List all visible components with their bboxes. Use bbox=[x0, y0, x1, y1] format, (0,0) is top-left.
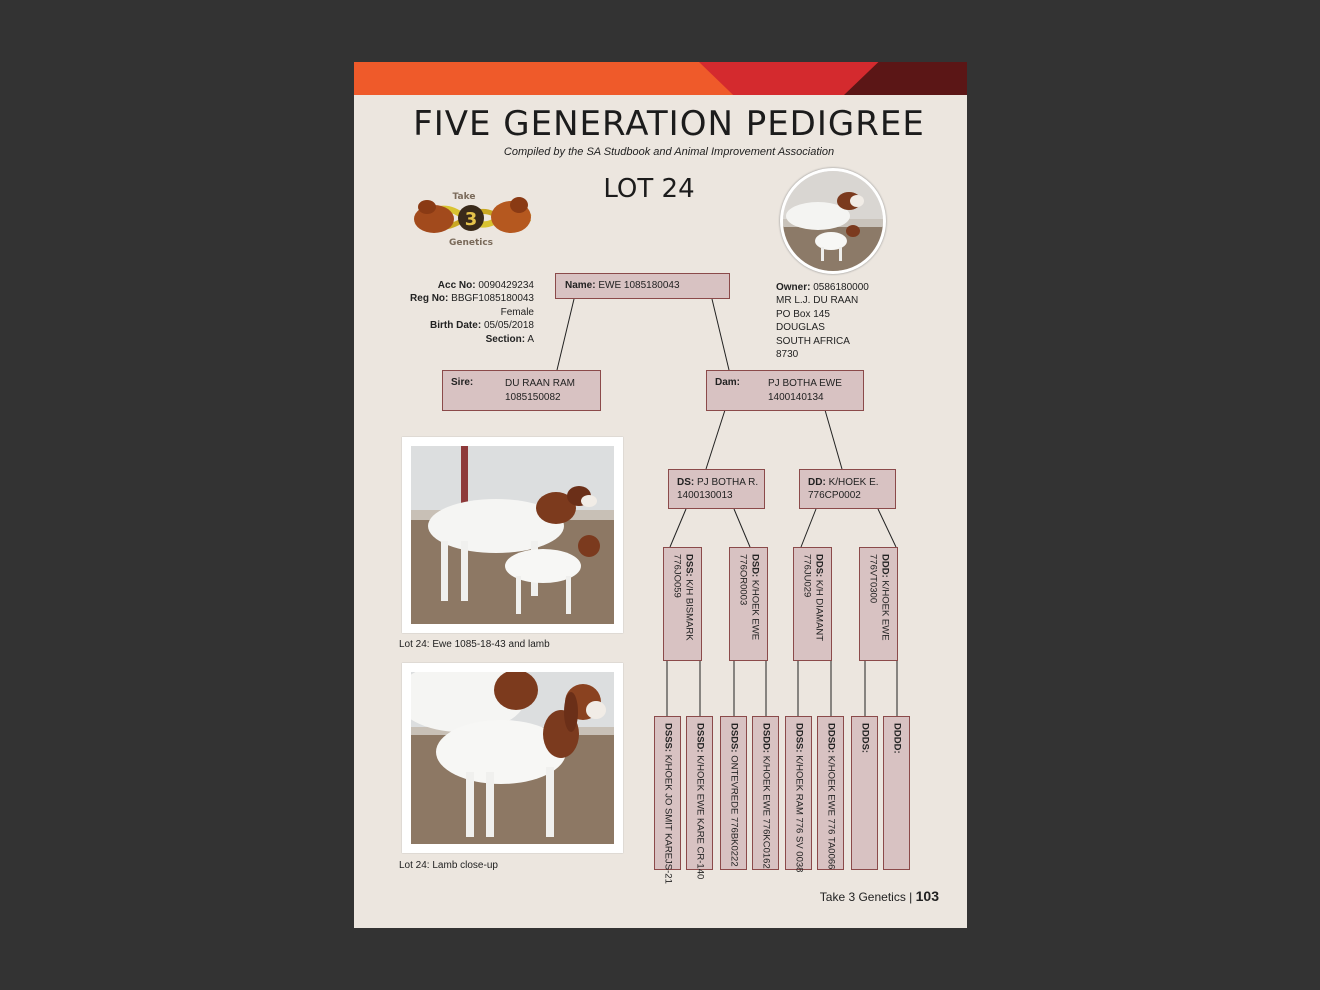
owner-town: DOUGLAS bbox=[776, 322, 825, 334]
dsds-box bbox=[720, 716, 747, 870]
dddd-box bbox=[883, 716, 910, 870]
dd-label: DD: bbox=[808, 477, 826, 488]
dssd-value: K/HOEK EWE KARE CR-140 bbox=[694, 755, 706, 880]
dsss-value: K/HOEK JO SMIT KAREJS-21 bbox=[662, 754, 674, 884]
ddds-label: DDDS: bbox=[859, 723, 871, 754]
dss-name: K/H BISMARK bbox=[683, 579, 695, 641]
dd-number: 776CP0002 bbox=[808, 490, 861, 501]
dss-box bbox=[663, 547, 702, 661]
ddd-number: 776VT0300 bbox=[867, 554, 879, 604]
acc-value: 0090429234 bbox=[478, 280, 534, 291]
photo1-caption: Lot 24: Ewe 1085-18-43 and lamb bbox=[399, 639, 550, 650]
acc-label: Acc No: bbox=[437, 280, 476, 291]
dam-label: Dam: bbox=[715, 377, 741, 388]
ddd-label: DDD: bbox=[879, 554, 891, 578]
catalogue-page bbox=[354, 62, 967, 928]
dsdd-value: K/HOEK EWE 776KC0162 bbox=[760, 755, 772, 869]
dsdd-box bbox=[752, 716, 779, 870]
ds-name: PJ BOTHA R. bbox=[697, 477, 759, 488]
dds-label: DDS: bbox=[813, 554, 825, 578]
owner-country: SOUTH AFRICA bbox=[776, 335, 850, 347]
dam-box bbox=[706, 370, 864, 411]
dds-number: 776JU029 bbox=[801, 554, 813, 598]
lamb-closeup-photo bbox=[402, 663, 623, 853]
photo2-caption: Lot 24: Lamb close-up bbox=[399, 860, 498, 871]
ddsd-box bbox=[817, 716, 844, 870]
reg-label: Reg No: bbox=[410, 293, 449, 305]
owner-code: 8730 bbox=[776, 349, 799, 361]
dds-name: K/H DIAMANT bbox=[813, 579, 825, 642]
owner-id: 0586180000 bbox=[813, 282, 869, 293]
name-box bbox=[555, 273, 730, 299]
dss-label: DSS: bbox=[683, 554, 695, 577]
logo-bottom-text: Genetics bbox=[448, 238, 494, 248]
dsd-number: 776OR0003 bbox=[737, 554, 749, 606]
page-number: 103 bbox=[915, 888, 939, 904]
sire-name: DU RAAN RAM bbox=[505, 378, 576, 389]
dd-name: K/HOEK E. bbox=[828, 477, 879, 488]
sex-value: Female bbox=[500, 306, 534, 318]
footer-separator: | bbox=[909, 890, 913, 904]
dsss-label: DSSS: bbox=[662, 723, 674, 753]
section-label: Section: bbox=[485, 333, 526, 345]
sire-box bbox=[442, 370, 601, 411]
dss-number: 776JO059 bbox=[671, 554, 683, 598]
birth-value: 05/05/2018 bbox=[483, 320, 534, 332]
dddd-label: DDDD: bbox=[891, 723, 903, 754]
dsd-name: K/HOEK EWE bbox=[749, 579, 761, 641]
ddsd-label: DDSD: bbox=[825, 723, 837, 754]
name-value: EWE 1085180043 bbox=[598, 280, 680, 291]
page-footer bbox=[774, 888, 939, 904]
ddd-name: K/HOEK EWE bbox=[879, 580, 891, 641]
ds-number: 1400130013 bbox=[677, 490, 733, 501]
name-label: Name: bbox=[565, 280, 596, 291]
dsd-box bbox=[729, 547, 768, 661]
dssd-label: DSSD: bbox=[694, 723, 706, 753]
ds-label: DS: bbox=[677, 477, 695, 488]
lot-number: LOT 24 bbox=[603, 174, 695, 204]
reg-value: BBGF1085180043 bbox=[451, 293, 534, 305]
dssd-box bbox=[686, 716, 713, 880]
section-value: A bbox=[527, 333, 534, 345]
owner-name: MR L.J. DU RAAN bbox=[776, 295, 859, 307]
ds-box bbox=[668, 469, 765, 509]
dsdd-label: DSDD: bbox=[760, 723, 772, 754]
birth-label: Birth Date: bbox=[430, 320, 482, 332]
logo-number: 3 bbox=[464, 209, 478, 230]
dsds-value: ONTEVREDE 776BK0222 bbox=[728, 755, 740, 867]
sire-number: 1085150082 bbox=[505, 392, 561, 403]
dam-number: 1400140134 bbox=[768, 392, 824, 403]
footer-brand: Take 3 Genetics bbox=[819, 890, 906, 904]
ewe-and-lamb-photo bbox=[402, 437, 623, 633]
ddds-box bbox=[851, 716, 878, 870]
dam-name: PJ BOTHA EWE bbox=[768, 378, 842, 389]
dd-box bbox=[799, 469, 896, 509]
dsd-label: DSD: bbox=[749, 554, 761, 578]
dds-box bbox=[793, 547, 832, 661]
ddd-box bbox=[859, 547, 898, 661]
ddss-box bbox=[785, 716, 812, 873]
ddsd-value: K/HOEK EWE 776 TA0066 bbox=[825, 755, 837, 870]
page-title: FIVE GENERATION PEDIGREE bbox=[413, 104, 925, 144]
owner-label: Owner: bbox=[776, 282, 811, 293]
ddss-label: DDSS: bbox=[793, 723, 805, 753]
logo-top-text: Take bbox=[452, 192, 476, 202]
page-subtitle: Compiled by the SA Studbook and Animal Improvement Association bbox=[503, 146, 835, 158]
owner-box: PO Box 145 bbox=[776, 308, 830, 320]
sire-label: Sire: bbox=[451, 377, 474, 388]
ddss-value: K/HOEK RAM 776 SV 0038 bbox=[793, 755, 805, 873]
dsds-label: DSDS: bbox=[728, 723, 740, 753]
dsss-box bbox=[654, 716, 681, 884]
